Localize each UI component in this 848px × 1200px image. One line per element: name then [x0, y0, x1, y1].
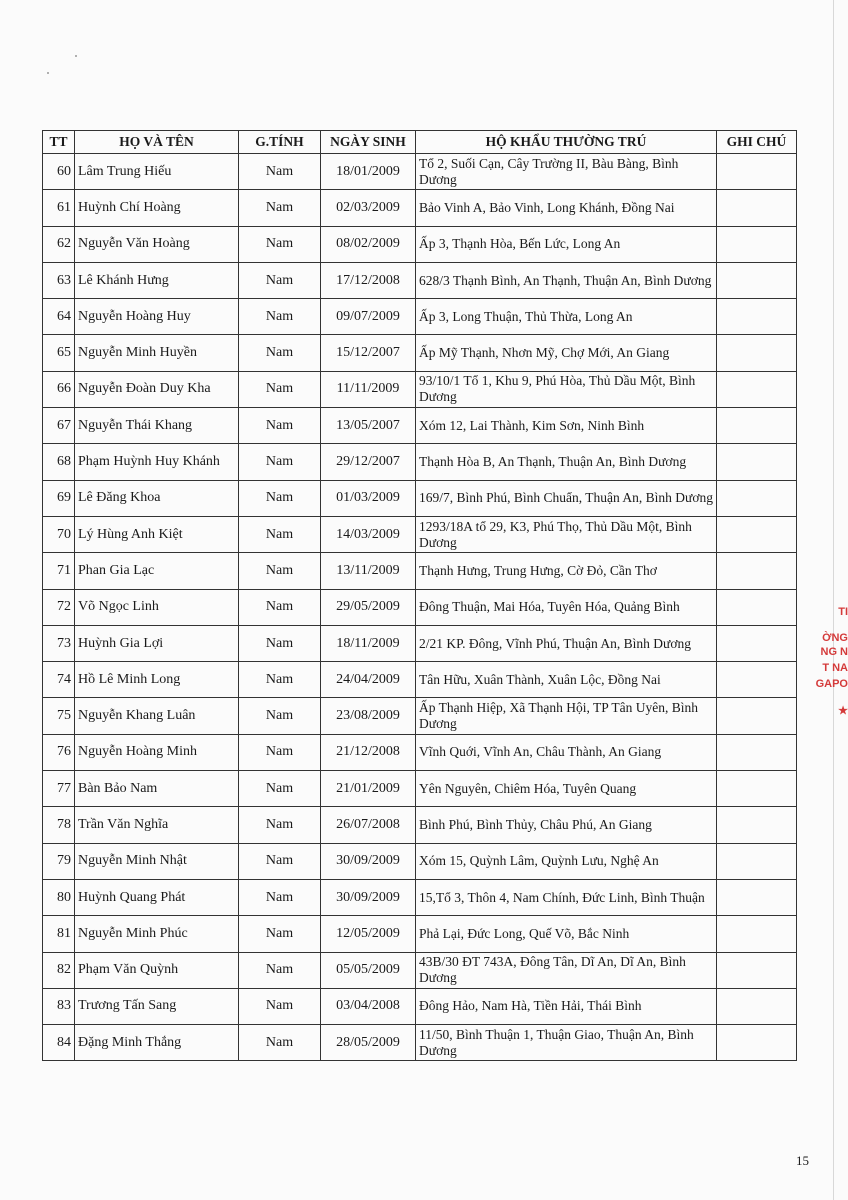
cell-name: Phạm Văn Quỳnh — [75, 952, 239, 988]
cell-gender: Nam — [239, 190, 321, 226]
cell-gender: Nam — [239, 916, 321, 952]
cell-address: Tân Hữu, Xuân Thành, Xuân Lộc, Đồng Nai — [416, 662, 717, 698]
cell-name: Phan Gia Lạc — [75, 553, 239, 589]
cell-dob: 13/05/2007 — [321, 408, 416, 444]
cell-gender: Nam — [239, 408, 321, 444]
cell-dob: 05/05/2009 — [321, 952, 416, 988]
table-row — [43, 771, 797, 807]
table-header-row — [43, 131, 797, 154]
cell-dob: 30/09/2009 — [321, 843, 416, 879]
cell-gender: Nam — [239, 371, 321, 407]
cell-address: 15,Tổ 3, Thôn 4, Nam Chính, Đức Linh, Bình Thuận — [416, 879, 717, 915]
cell-name: Huỳnh Quang Phát — [75, 879, 239, 915]
stamp-text: NG N — [820, 646, 848, 658]
table-row — [43, 698, 797, 734]
cell-name: Nguyễn Hoàng Huy — [75, 299, 239, 335]
cell-dob: 23/08/2009 — [321, 698, 416, 734]
table-row — [43, 625, 797, 661]
cell-name: Nguyễn Khang Luân — [75, 698, 239, 734]
cell-dob: 08/02/2009 — [321, 226, 416, 262]
cell-dob: 17/12/2008 — [321, 262, 416, 298]
cell-note — [717, 553, 797, 589]
cell-address: 1293/18A tổ 29, K3, Phú Thọ, Thủ Dầu Một, Bình Dương — [416, 516, 717, 552]
cell-note — [717, 371, 797, 407]
cell-note — [717, 734, 797, 770]
cell-gender: Nam — [239, 843, 321, 879]
table-row — [43, 190, 797, 226]
cell-address: Xóm 12, Lai Thành, Kim Sơn, Ninh Bình — [416, 408, 717, 444]
cell-tt: 69 — [43, 480, 75, 516]
cell-gender: Nam — [239, 807, 321, 843]
cell-name: Bàn Bảo Nam — [75, 771, 239, 807]
cell-tt: 81 — [43, 916, 75, 952]
table-row — [43, 916, 797, 952]
table-row — [43, 262, 797, 298]
cell-address: 628/3 Thạnh Bình, An Thạnh, Thuận An, Bình Dương — [416, 262, 717, 298]
cell-note — [717, 625, 797, 661]
cell-tt: 64 — [43, 299, 75, 335]
cell-note — [717, 335, 797, 371]
table-row — [43, 1025, 797, 1061]
cell-dob: 21/12/2008 — [321, 734, 416, 770]
cell-dob: 11/11/2009 — [321, 371, 416, 407]
cell-gender: Nam — [239, 154, 321, 190]
cell-gender: Nam — [239, 226, 321, 262]
cell-tt: 83 — [43, 988, 75, 1024]
cell-gender: Nam — [239, 444, 321, 480]
table-row — [43, 879, 797, 915]
cell-name: Nguyễn Minh Huyền — [75, 335, 239, 371]
cell-tt: 72 — [43, 589, 75, 625]
table-row — [43, 480, 797, 516]
cell-dob: 03/04/2008 — [321, 988, 416, 1024]
stamp-text: TI — [838, 606, 848, 618]
cell-address: 2/21 KP. Đông, Vĩnh Phú, Thuận An, Bình Dương — [416, 625, 717, 661]
cell-dob: 09/07/2009 — [321, 299, 416, 335]
header-name: HỌ VÀ TÊN — [75, 131, 239, 154]
table-row — [43, 553, 797, 589]
cell-address: Yên Nguyên, Chiêm Hóa, Tuyên Quang — [416, 771, 717, 807]
cell-note — [717, 589, 797, 625]
cell-address: 43B/30 ĐT 743A, Đông Tân, Dĩ An, Dĩ An, Bình Dương — [416, 952, 717, 988]
table-row — [43, 807, 797, 843]
table-row — [43, 408, 797, 444]
cell-name: Đặng Minh Thắng — [75, 1025, 239, 1061]
cell-address: Ấp Thạnh Hiệp, Xã Thạnh Hội, TP Tân Uyên, Bình Dương — [416, 698, 717, 734]
cell-note — [717, 1025, 797, 1061]
cell-tt: 65 — [43, 335, 75, 371]
cell-name: Huỳnh Gia Lợi — [75, 625, 239, 661]
cell-tt: 77 — [43, 771, 75, 807]
cell-tt: 80 — [43, 879, 75, 915]
cell-tt: 68 — [43, 444, 75, 480]
table-row — [43, 444, 797, 480]
table-row — [43, 226, 797, 262]
cell-gender: Nam — [239, 553, 321, 589]
header-note: GHI CHÚ — [717, 131, 797, 154]
cell-name: Huỳnh Chí Hoàng — [75, 190, 239, 226]
cell-tt: 71 — [43, 553, 75, 589]
cell-dob: 29/12/2007 — [321, 444, 416, 480]
cell-dob: 28/05/2009 — [321, 1025, 416, 1061]
cell-note — [717, 408, 797, 444]
cell-note — [717, 662, 797, 698]
stamp-text: ỜNG — [822, 632, 848, 644]
cell-address: Bảo Vinh A, Bảo Vinh, Long Khánh, Đồng Nai — [416, 190, 717, 226]
cell-gender: Nam — [239, 698, 321, 734]
cell-note — [717, 226, 797, 262]
table-row — [43, 589, 797, 625]
header-gender: G.TÍNH — [239, 131, 321, 154]
cell-tt: 79 — [43, 843, 75, 879]
stamp-text: GAPO — [815, 678, 848, 690]
table-row — [43, 154, 797, 190]
cell-note — [717, 952, 797, 988]
cell-dob: 15/12/2007 — [321, 335, 416, 371]
table-row — [43, 952, 797, 988]
header-dob: NGÀY SINH — [321, 131, 416, 154]
cell-gender: Nam — [239, 625, 321, 661]
cell-name: Lê Khánh Hưng — [75, 262, 239, 298]
cell-tt: 62 — [43, 226, 75, 262]
cell-gender: Nam — [239, 1025, 321, 1061]
cell-address: Vĩnh Quới, Vĩnh An, Châu Thành, An Giang — [416, 734, 717, 770]
cell-tt: 60 — [43, 154, 75, 190]
cell-gender: Nam — [239, 734, 321, 770]
cell-tt: 82 — [43, 952, 75, 988]
table-row — [43, 988, 797, 1024]
cell-dob: 30/09/2009 — [321, 879, 416, 915]
cell-name: Hồ Lê Minh Long — [75, 662, 239, 698]
cell-dob: 18/01/2009 — [321, 154, 416, 190]
cell-tt: 84 — [43, 1025, 75, 1061]
cell-name: Nguyễn Thái Khang — [75, 408, 239, 444]
table-row — [43, 371, 797, 407]
table-row — [43, 335, 797, 371]
cell-tt: 78 — [43, 807, 75, 843]
cell-note — [717, 154, 797, 190]
cell-note — [717, 190, 797, 226]
red-stamp-fragment — [812, 606, 848, 746]
cell-note — [717, 480, 797, 516]
header-address: HỘ KHẨU THƯỜNG TRÚ — [416, 131, 717, 154]
table-row — [43, 843, 797, 879]
cell-address: 169/7, Bình Phú, Bình Chuẩn, Thuận An, Bình Dương — [416, 480, 717, 516]
cell-name: Lê Đăng Khoa — [75, 480, 239, 516]
cell-note — [717, 444, 797, 480]
cell-name: Nguyễn Đoàn Duy Kha — [75, 371, 239, 407]
cell-address: 11/50, Bình Thuận 1, Thuận Giao, Thuận An, Bình Dương — [416, 1025, 717, 1061]
student-roster-table — [42, 130, 797, 1061]
cell-address: 93/10/1 Tổ 1, Khu 9, Phú Hòa, Thủ Dầu Một, Bình Dương — [416, 371, 717, 407]
cell-gender: Nam — [239, 589, 321, 625]
cell-note — [717, 771, 797, 807]
page-number: 15 — [796, 1153, 809, 1168]
cell-name: Trần Văn Nghĩa — [75, 807, 239, 843]
cell-dob: 18/11/2009 — [321, 625, 416, 661]
cell-name: Lâm Trung Hiếu — [75, 154, 239, 190]
cell-gender: Nam — [239, 480, 321, 516]
cell-tt: 75 — [43, 698, 75, 734]
cell-name: Trương Tấn Sang — [75, 988, 239, 1024]
cell-gender: Nam — [239, 771, 321, 807]
cell-note — [717, 698, 797, 734]
scan-speck — [47, 72, 49, 74]
cell-tt: 61 — [43, 190, 75, 226]
cell-dob: 21/01/2009 — [321, 771, 416, 807]
cell-name: Võ Ngọc Linh — [75, 589, 239, 625]
cell-gender: Nam — [239, 516, 321, 552]
cell-name: Phạm Huỳnh Huy Khánh — [75, 444, 239, 480]
cell-address: Ấp 3, Long Thuận, Thủ Thừa, Long An — [416, 299, 717, 335]
cell-gender: Nam — [239, 262, 321, 298]
cell-tt: 76 — [43, 734, 75, 770]
cell-name: Nguyễn Minh Nhật — [75, 843, 239, 879]
scan-speck — [75, 55, 77, 57]
cell-name: Nguyễn Minh Phúc — [75, 916, 239, 952]
cell-dob: 02/03/2009 — [321, 190, 416, 226]
cell-dob: 24/04/2009 — [321, 662, 416, 698]
cell-address: Thạnh Hưng, Trung Hưng, Cờ Đỏ, Cần Thơ — [416, 553, 717, 589]
cell-note — [717, 516, 797, 552]
cell-dob: 14/03/2009 — [321, 516, 416, 552]
table-body — [43, 154, 797, 1061]
cell-gender: Nam — [239, 988, 321, 1024]
cell-dob: 12/05/2009 — [321, 916, 416, 952]
cell-address: Tổ 2, Suối Cạn, Cây Trường II, Bàu Bàng, Bình Dương — [416, 154, 717, 190]
cell-note — [717, 299, 797, 335]
table-row — [43, 734, 797, 770]
cell-gender: Nam — [239, 299, 321, 335]
cell-note — [717, 262, 797, 298]
cell-tt: 67 — [43, 408, 75, 444]
stamp-text: ★ — [838, 705, 848, 717]
cell-gender: Nam — [239, 952, 321, 988]
cell-tt: 63 — [43, 262, 75, 298]
cell-address: Đông Hảo, Nam Hà, Tiền Hải, Thái Bình — [416, 988, 717, 1024]
cell-tt: 74 — [43, 662, 75, 698]
cell-gender: Nam — [239, 879, 321, 915]
stamp-text: T NA — [822, 662, 848, 674]
cell-dob: 01/03/2009 — [321, 480, 416, 516]
cell-address: Thạnh Hòa B, An Thạnh, Thuận An, Bình Dương — [416, 444, 717, 480]
cell-gender: Nam — [239, 662, 321, 698]
cell-address: Xóm 15, Quỳnh Lâm, Quỳnh Lưu, Nghệ An — [416, 843, 717, 879]
cell-dob: 29/05/2009 — [321, 589, 416, 625]
cell-note — [717, 807, 797, 843]
cell-note — [717, 879, 797, 915]
cell-address: Đông Thuận, Mai Hóa, Tuyên Hóa, Quảng Bình — [416, 589, 717, 625]
header-tt: TT — [43, 131, 75, 154]
cell-tt: 66 — [43, 371, 75, 407]
cell-note — [717, 988, 797, 1024]
cell-name: Lý Hùng Anh Kiệt — [75, 516, 239, 552]
cell-note — [717, 916, 797, 952]
page-edge — [833, 0, 834, 1200]
table-row — [43, 516, 797, 552]
cell-dob: 13/11/2009 — [321, 553, 416, 589]
cell-address: Ấp 3, Thạnh Hòa, Bến Lức, Long An — [416, 226, 717, 262]
cell-address: Bình Phú, Bình Thủy, Châu Phú, An Giang — [416, 807, 717, 843]
table-row — [43, 299, 797, 335]
cell-tt: 73 — [43, 625, 75, 661]
cell-gender: Nam — [239, 335, 321, 371]
cell-tt: 70 — [43, 516, 75, 552]
cell-note — [717, 843, 797, 879]
cell-address: Phả Lại, Đức Long, Quế Võ, Bắc Ninh — [416, 916, 717, 952]
table-row — [43, 662, 797, 698]
cell-name: Nguyễn Hoàng Minh — [75, 734, 239, 770]
cell-address: Ấp Mỹ Thạnh, Nhơn Mỹ, Chợ Mới, An Giang — [416, 335, 717, 371]
cell-name: Nguyễn Văn Hoàng — [75, 226, 239, 262]
cell-dob: 26/07/2008 — [321, 807, 416, 843]
